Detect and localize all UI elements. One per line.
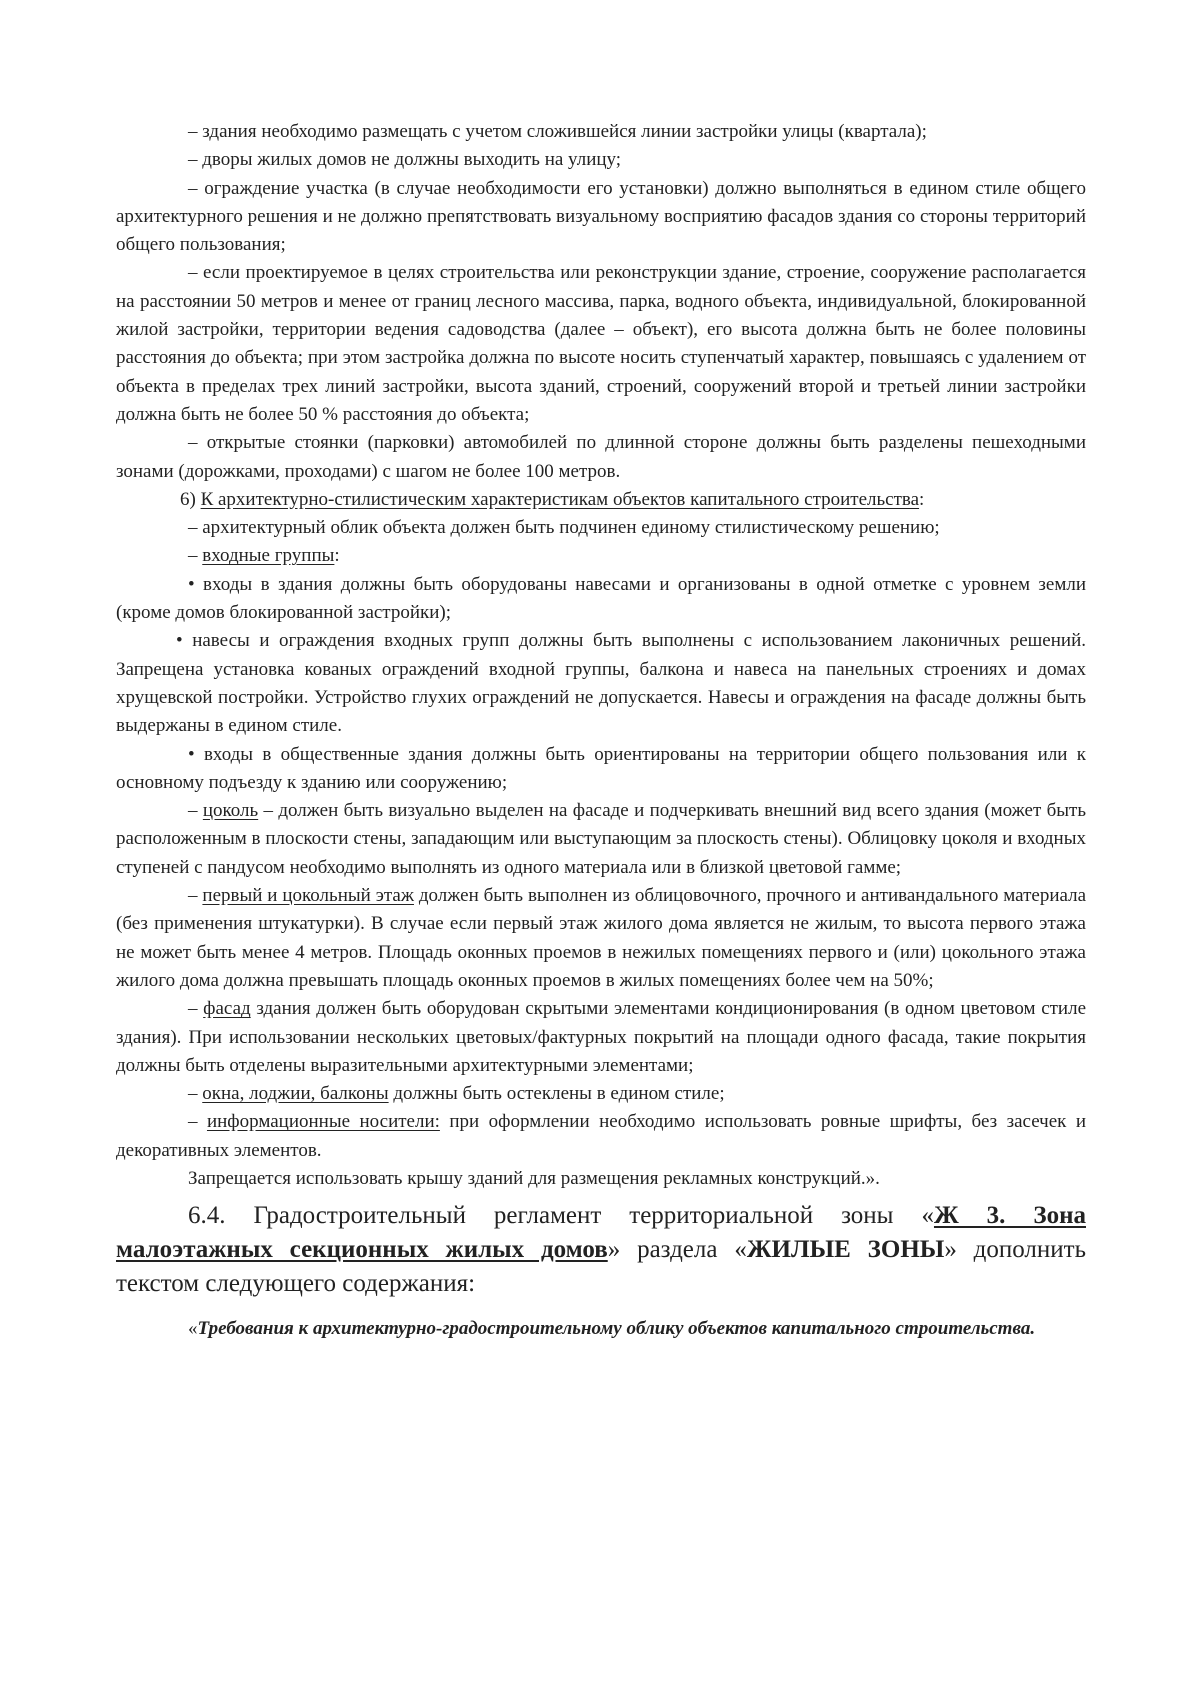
paragraph-yards: – дворы жилых домов не должны выходить на улицу; <box>188 149 622 171</box>
section-6-number: 6) <box>180 488 196 510</box>
facade-text: здания должен быть оборудован скрытыми элементами кондиционирования (в одном цветовом стиле здания). При использовании нескольких цветовых/фактурных покрытий на площади одного фасада, такие покрытия должны быть отделены выразительными архитектурными элементами; <box>116 998 1087 1076</box>
plinth-text: – должен быть визуально выделен на фасаде и подчеркивать внешний вид всего здания (может быть расположенным в плоскости стены, западающим или выступающим за плоскость стены). Облицовку цоколя и входных ступеней с пандусом необходимо выполнять из одного материала или в близкой цветовой гамме; <box>116 800 1086 878</box>
facade-dash: – <box>188 998 204 1020</box>
plinth-dash: – <box>188 800 203 822</box>
signage-dash: – <box>188 1111 207 1133</box>
signage-title: информационные носители: <box>206 1111 440 1133</box>
section-6-4-middle: » раздела « <box>607 1236 747 1264</box>
entrance-groups-colon: : <box>334 545 340 567</box>
section-6-4-lead: 6.4. Градостроительный регламент территориальной зоны « <box>188 1202 934 1230</box>
first-floor-title: первый и цокольный этаж <box>202 885 414 907</box>
section-6-4-tail: » дополнить текстом следующего содержания: <box>116 1236 1086 1298</box>
paragraph-height-limit: – если проектируемое в целях строительства или реконструкции здание, строение, сооружение располагается на расстоянии 50 метров и менее от границ лесного массива, парка, водного объекта, индивидуальной, блокированной жилой застройки, территории ведения садоводства (далее – объект), его высота должна быть не более половины расстояния до объекта; при этом застройка должна по высоте носить ступенчатый характер, повышаясь с удалением от объекта в пределах трех линий застройки, высота зданий, строений, сооружений второй и третьей линии застройки должна быть не более 50 % расстояния до объекта; <box>116 262 1086 425</box>
first-floor-text: должен быть выполнен из облицовочного, прочного и антивандального материала (без применения штукатурки). В случае если первый этаж жилого дома является не жилым, то высота первого этажа не может быть менее 4 метров. Площадь оконных проемов в нежилых помещениях первого и (или) цокольного этажа жилого дома должна превышать площадь оконных проемов в жилых помещениях более чем на 50%; <box>116 885 1087 991</box>
plinth-title: цоколь <box>202 800 259 822</box>
document-page <box>116 118 1086 1344</box>
windows-dash: – <box>188 1083 203 1105</box>
paragraph-facade <box>116 995 1086 1080</box>
paragraph-building-placement: – здания необходимо размещать с учетом сложившейся линии застройки улицы (квартала); <box>188 121 927 142</box>
section-name: ЖИЛЫЕ ЗОНЫ <box>746 1236 945 1264</box>
paragraph-plinth <box>116 797 1086 882</box>
paragraph-fencing: – ограждение участка (в случае необходимости его установки) должно выполняться в едином стиле общего архитектурного решения и не должно препятствовать визуальному восприятию фасадов здания со стороны территорий общего пользования; <box>116 177 1086 256</box>
paragraph-parking: – открытые стоянки (парковки) автомобилей по длинной стороне должны быть разделены пешеходными зонами (дорожками, проходами) с шагом не более 100 метров. <box>116 432 1086 482</box>
paragraph-windows <box>116 1080 1086 1108</box>
paragraph-signage <box>116 1108 1086 1165</box>
paragraph-section-6-heading <box>116 486 1086 514</box>
paragraph-architectural-appearance: – архитектурный облик объекта должен быть подчинен единому стилистическому решению; <box>188 517 940 539</box>
section-6-colon: : <box>919 488 925 510</box>
entrance-groups-dash: – <box>188 545 203 567</box>
bullet-entrances-canopies: • входы в здания должны быть оборудованы навесами и организованы в одной отметке с уровнем земли (кроме домов блокированной застройки); <box>116 573 1086 624</box>
paragraph-first-floor <box>116 882 1086 995</box>
paragraph-requirements-title <box>116 1315 1086 1343</box>
entrance-groups-title: входные группы <box>202 545 335 567</box>
requirements-title: Требования к архитектурно-градостроительному облику объектов капитального строительства. <box>197 1318 1036 1340</box>
windows-text: должны быть остеклены в едином стиле; <box>388 1083 725 1105</box>
windows-title: окна, лоджии, балконы <box>202 1083 389 1105</box>
facade-title: фасад <box>203 998 251 1020</box>
requirements-open-quote: « <box>188 1318 198 1340</box>
paragraph-roof-advertising: Запрещается использовать крышу зданий для размещения рекламных конструкций.». <box>188 1167 880 1189</box>
paragraph-entrance-groups-heading <box>116 542 1086 570</box>
signage-text: при оформлении необходимо использовать ровные шрифты, без засечек и декоративных элементов. <box>116 1111 1087 1161</box>
paragraph-section-6-4 <box>116 1199 1086 1301</box>
section-6-title: К архитектурно-стилистическим характеристикам объектов капитального строительства <box>200 488 920 510</box>
bullet-canopies-fences: • навесы и ограждения входных групп должны быть выполнены с использованием лаконичных решений. Запрещена установка кованых ограждений входной группы, балкона и навеса на панельных строениях и домах хрущевской постройки. Устройство глухих ограждений не допускается. Навесы и ограждения на фасаде должны быть выдержаны в едином стиле. <box>116 630 1086 737</box>
first-floor-dash: – <box>188 885 203 907</box>
zone-name: Ж 3. Зона малоэтажных секционных жилых домов <box>116 1202 1086 1264</box>
bullet-public-entrances: • входы в общественные здания должны быть ориентированы на территории общего пользования или к основному подъезду к зданию или сооружению; <box>116 743 1086 793</box>
